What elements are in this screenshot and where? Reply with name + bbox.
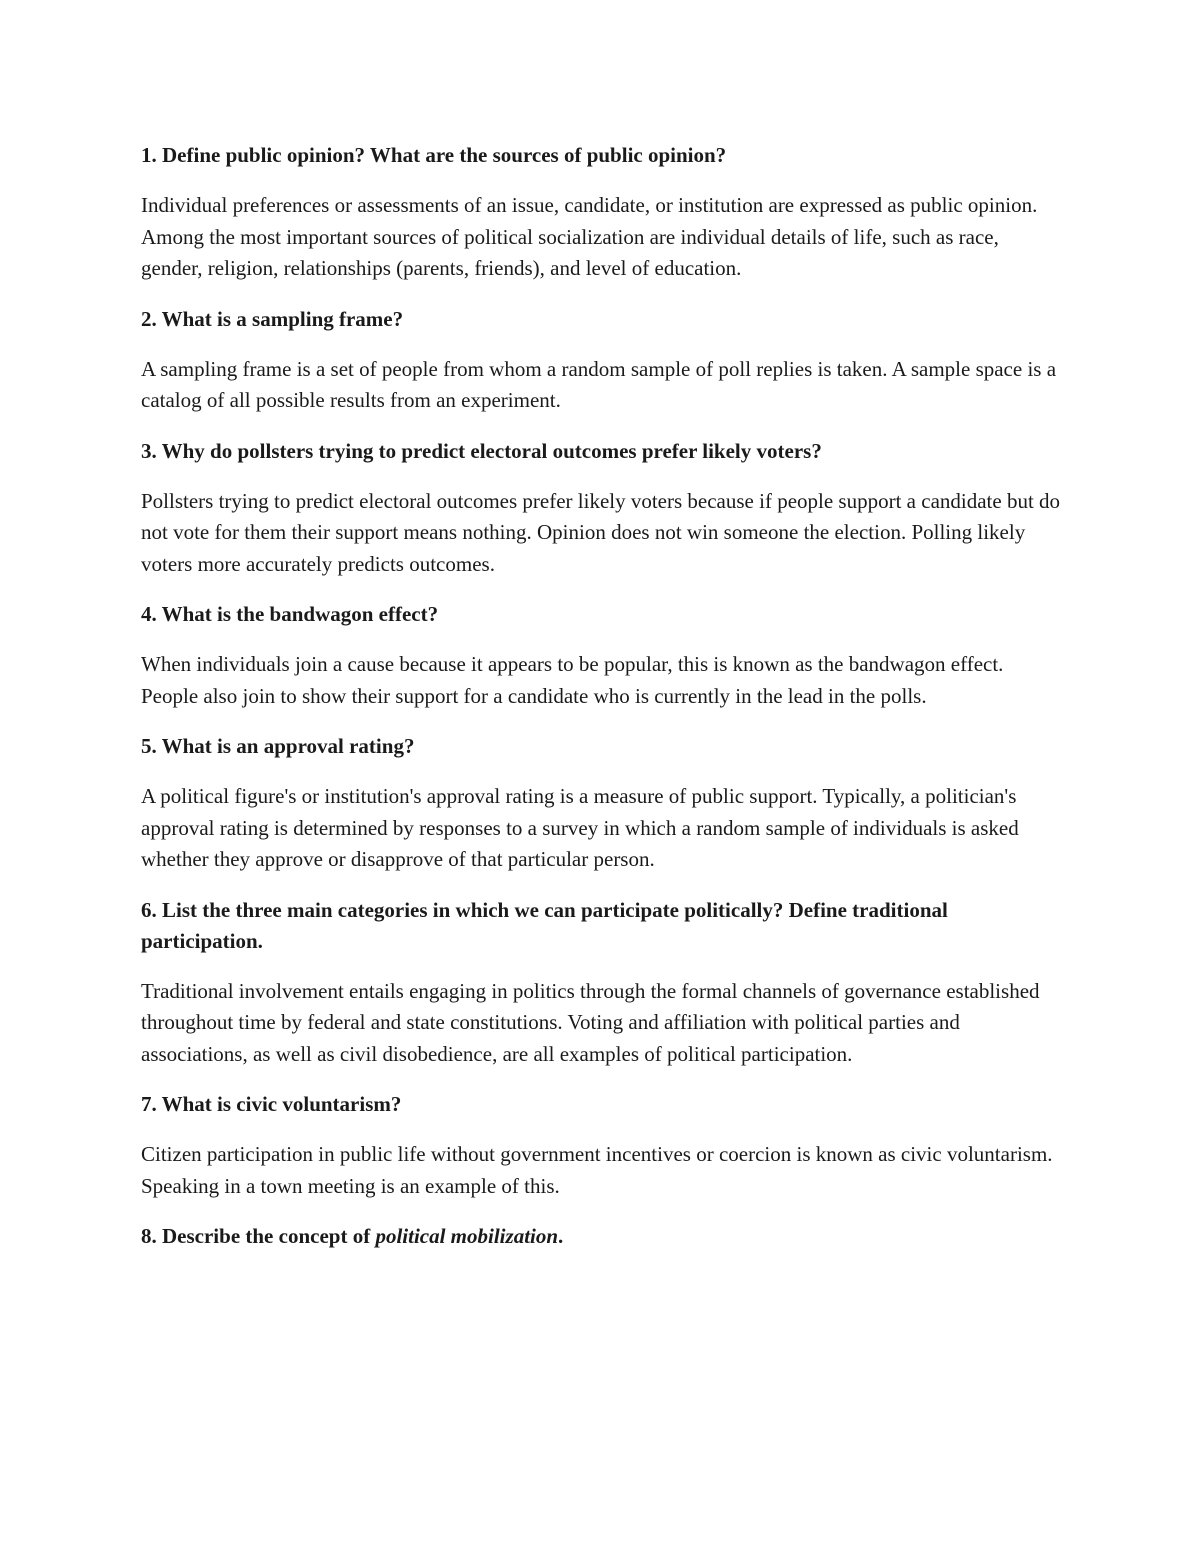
question-2: 2. What is a sampling frame? bbox=[141, 306, 404, 331]
document-body bbox=[141, 140, 1061, 1271]
answer-4: When individuals join a cause because it appears to be popular, this is known as the bandwagon effect. People also join to show their support for a candidate who is currently in the lead in the polls. bbox=[141, 652, 1004, 708]
question-1: 1. Define public opinion? What are the sources of public opinion? bbox=[141, 143, 727, 167]
question-8-suffix: . bbox=[558, 1224, 564, 1248]
answer-3: Pollsters trying to predict electoral outcomes prefer likely voters because if people support a candidate but do not vote for them their support means nothing. Opinion does not win someone the election. Polling likely voters more accurately predicts outcomes. bbox=[141, 488, 1061, 576]
answer-1: Individual preferences or assessments of an issue, candidate, or institution are expressed as public opinion. Among the most important sources of political socialization are individual details of life, such as race, gender, religion, relationships (parents, friends), and level of education. bbox=[141, 193, 1038, 280]
answer-2: A sampling frame is a set of people from whom a random sample of poll replies is taken. A sample space is a catalog of all possible results from an experiment. bbox=[141, 356, 1057, 412]
question-8 bbox=[141, 1221, 1061, 1252]
question-7: 7. What is civic voluntarism? bbox=[141, 1092, 402, 1116]
answer-5: A political figure's or institution's approval rating is a measure of public support. Typically, a politician's approval rating is determined by responses to a survey in which a random sample of individuals is asked whether they approve or disapprove of that particular person. bbox=[141, 784, 1019, 871]
question-5: 5. What is an approval rating? bbox=[141, 734, 415, 758]
question-8-emphasis: political mobilization bbox=[375, 1224, 559, 1248]
answer-6: Traditional involvement entails engaging in politics through the formal channels of governance established throughout time by federal and state constitutions. Voting and affiliation with political parties and associations, as well as civil disobedience, are all examples of political participation. bbox=[141, 978, 1040, 1066]
question-6: 6. List the three main categories in which we can participate politically? Define traditional participation. bbox=[141, 897, 948, 953]
answer-7: Citizen participation in public life without government incentives or coercion is known as civic voluntarism. Speaking in a town meeting is an example of this. bbox=[141, 1142, 1053, 1198]
question-8-prefix: 8. Describe the concept of bbox=[141, 1224, 376, 1248]
question-4: 4. What is the bandwagon effect? bbox=[141, 602, 439, 626]
question-3: 3. Why do pollsters trying to predict electoral outcomes prefer likely voters? bbox=[141, 438, 822, 463]
